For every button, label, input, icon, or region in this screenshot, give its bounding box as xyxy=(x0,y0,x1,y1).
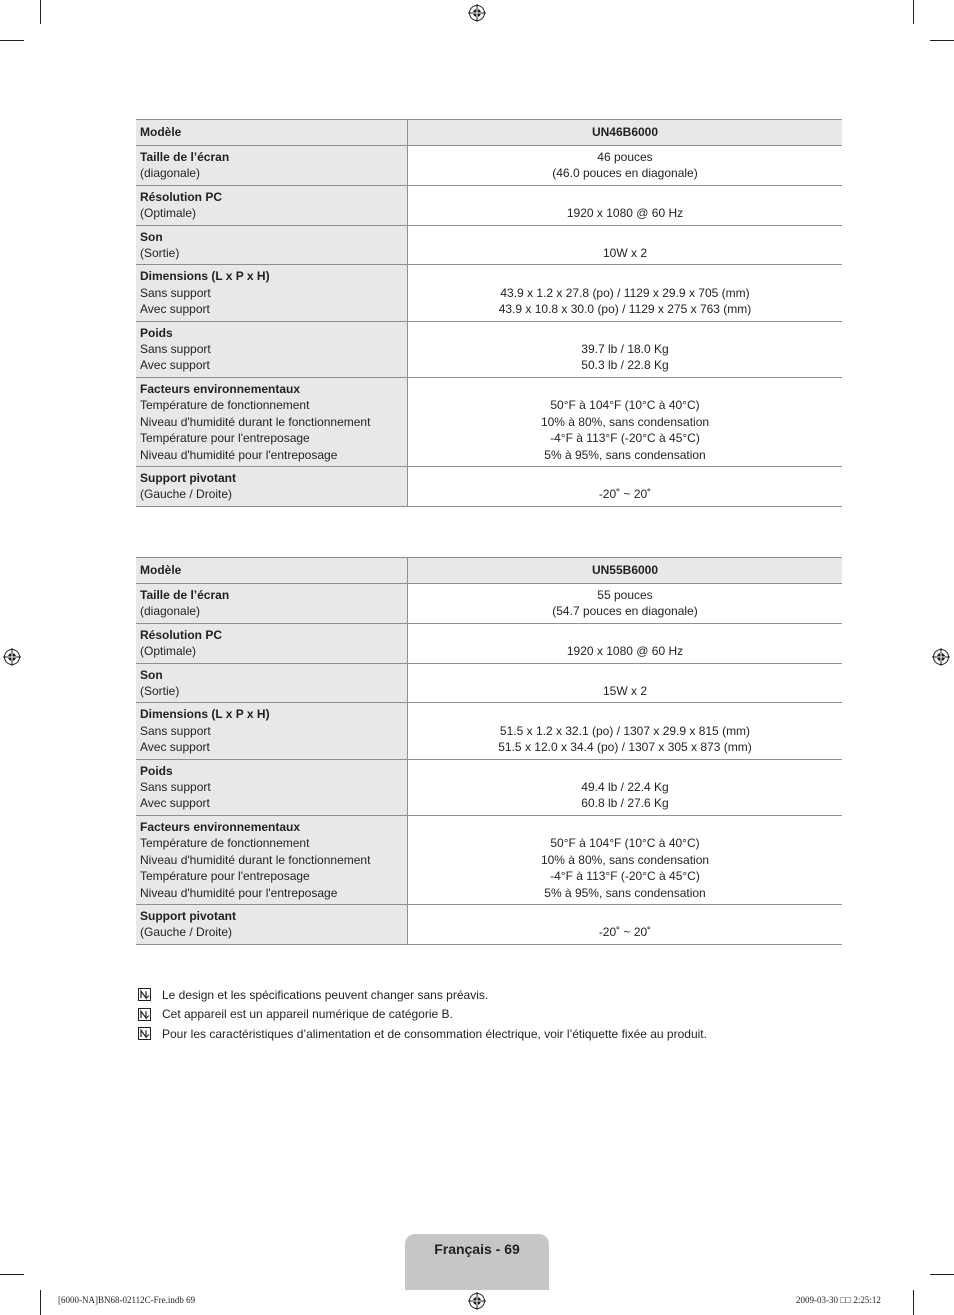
crop-mark xyxy=(0,40,24,41)
note-icon xyxy=(138,988,151,1001)
value-line: -20˚ ~ 20˚ xyxy=(598,487,652,502)
crop-mark xyxy=(40,1290,41,1315)
row-value xyxy=(408,377,843,466)
value-line xyxy=(412,763,838,779)
row-sub: Sans support xyxy=(140,780,211,795)
table-header-row xyxy=(136,558,842,584)
row-sub: (Gauche / Droite) xyxy=(140,925,233,940)
value-line xyxy=(412,470,838,486)
row-value xyxy=(408,466,843,506)
table-row xyxy=(136,663,842,703)
table-row xyxy=(136,759,842,815)
row-title: Poids xyxy=(140,325,173,340)
value-line xyxy=(412,189,838,205)
table-row xyxy=(136,146,842,186)
value-line: 50.3 lb / 22.8 Kg xyxy=(581,358,669,373)
row-sub: Avec support xyxy=(140,302,210,317)
row-value xyxy=(408,815,843,904)
value-line: 50°F à 104°F (10°C à 40°C) xyxy=(550,398,700,413)
registration-mark-icon xyxy=(468,4,486,22)
row-title: Dimensions (L x P x H) xyxy=(140,707,270,722)
row-sub: (Gauche / Droite) xyxy=(140,487,233,502)
table-row xyxy=(136,225,842,265)
row-value xyxy=(408,146,843,186)
row-sub: Sans support xyxy=(140,342,211,357)
row-value xyxy=(408,185,843,225)
row-label xyxy=(136,623,408,663)
row-title: Facteurs environnementaux xyxy=(140,381,301,396)
crop-mark xyxy=(40,0,41,24)
row-sub: Niveau d'humidité pour l'entreposage xyxy=(140,885,338,900)
value-line: 10% à 80%, sans condensation xyxy=(540,852,710,867)
crop-mark xyxy=(930,1274,954,1275)
value-line: -4°F à 113°F (-20°C à 45°C) xyxy=(550,431,700,446)
table-row xyxy=(136,185,842,225)
row-label xyxy=(136,185,408,225)
value-line: 15W x 2 xyxy=(602,684,647,699)
row-title: Taille de l’écran xyxy=(140,588,230,602)
value-line: 55 pouces xyxy=(597,588,653,602)
row-title: Taille de l’écran xyxy=(140,150,230,164)
value-line: 49.4 lb / 22.4 Kg xyxy=(581,780,669,795)
registration-mark-icon xyxy=(932,648,950,666)
row-title: Facteurs environnementaux xyxy=(140,819,301,834)
spec-table-un55b6000 xyxy=(136,557,842,945)
value-line xyxy=(412,229,838,245)
model-label: Modèle xyxy=(136,120,408,146)
registration-mark-icon xyxy=(468,1292,486,1310)
row-title: Résolution PC xyxy=(140,627,223,642)
row-value xyxy=(408,265,843,321)
row-label xyxy=(136,815,408,904)
note-text: Cet appareil est un appareil numérique de catégorie B. xyxy=(162,1007,453,1022)
row-label xyxy=(136,759,408,815)
row-title: Dimensions (L x P x H) xyxy=(140,269,270,284)
row-title: Support pivotant xyxy=(140,908,236,923)
value-line: 1920 x 1080 @ 60 Hz xyxy=(566,206,684,221)
row-sub: Avec support xyxy=(140,740,210,755)
row-value xyxy=(408,584,843,624)
table-row xyxy=(136,265,842,321)
row-value xyxy=(408,904,843,944)
note-text: Le design et les spécifications peuvent changer sans préavis. xyxy=(162,987,489,1002)
note-item xyxy=(136,1005,707,1025)
note-item xyxy=(136,1024,707,1044)
note-item xyxy=(136,985,707,1005)
note-icon xyxy=(138,1027,151,1040)
value-line xyxy=(412,325,838,341)
table-row xyxy=(136,466,842,506)
row-label xyxy=(136,663,408,703)
row-sub: Avec support xyxy=(140,358,210,373)
row-value xyxy=(408,759,843,815)
row-value xyxy=(408,623,843,663)
row-sub: Température de fonctionnement xyxy=(140,398,310,413)
row-sub: Sans support xyxy=(140,285,211,300)
value-line xyxy=(412,381,838,397)
row-title: Son xyxy=(140,229,163,244)
row-label xyxy=(136,703,408,759)
value-line: 5% à 95%, sans condensation xyxy=(544,447,706,462)
value-line: 51.5 x 1.2 x 32.1 (po) / 1307 x 29.9 x 815 (mm) xyxy=(499,723,751,738)
row-sub: Niveau d'humidité pour l'entreposage xyxy=(140,447,338,462)
value-line xyxy=(412,627,838,643)
value-line: -20˚ ~ 20˚ xyxy=(598,925,652,940)
row-label xyxy=(136,146,408,186)
note-text: Pour les caractéristiques d’alimentation et de consommation électrique, voir l’étiquette fixée au produit. xyxy=(162,1026,707,1041)
row-value xyxy=(408,225,843,265)
row-label xyxy=(136,466,408,506)
table-row xyxy=(136,377,842,466)
crop-mark xyxy=(913,0,914,24)
row-sub: Niveau d'humidité durant le fonctionnement xyxy=(140,414,371,429)
notes-list xyxy=(136,985,707,1044)
value-line: 43.9 x 10.8 x 30.0 (po) / 1129 x 275 x 763 (mm) xyxy=(498,302,752,317)
value-line: 39.7 lb / 18.0 Kg xyxy=(581,342,669,357)
row-title: Support pivotant xyxy=(140,470,236,485)
value-line: -4°F à 113°F (-20°C à 45°C) xyxy=(550,869,700,884)
row-sub: Température de fonctionnement xyxy=(140,836,310,851)
row-sub: (Optimale) xyxy=(140,206,197,221)
table-row xyxy=(136,904,842,944)
row-sub: (Sortie) xyxy=(140,684,180,699)
row-title: Poids xyxy=(140,763,173,778)
row-sub: (diagonale) xyxy=(140,166,201,181)
value-line: 5% à 95%, sans condensation xyxy=(544,885,706,900)
value-line: 10% à 80%, sans condensation xyxy=(540,414,710,429)
model-value: UN55B6000 xyxy=(408,558,843,584)
table-header-row xyxy=(136,120,842,146)
model-value: UN46B6000 xyxy=(408,120,843,146)
slug-right: 2009-03-30 □□ 2:25:12 xyxy=(796,1295,881,1305)
table-row xyxy=(136,703,842,759)
value-line: 10W x 2 xyxy=(602,246,647,261)
value-line xyxy=(412,268,838,284)
row-title: Son xyxy=(140,667,163,682)
row-sub: (Sortie) xyxy=(140,246,180,261)
value-line xyxy=(412,706,838,722)
row-value xyxy=(408,321,843,377)
page-number: Français - 69 xyxy=(434,1241,520,1257)
row-label xyxy=(136,265,408,321)
row-value xyxy=(408,703,843,759)
table-row xyxy=(136,321,842,377)
value-line: 60.8 lb / 27.6 Kg xyxy=(581,796,669,811)
value-line: 1920 x 1080 @ 60 Hz xyxy=(566,644,684,659)
value-line: 46 pouces xyxy=(597,150,653,164)
value-line xyxy=(412,667,838,683)
value-line xyxy=(412,908,838,924)
spec-table-un46b6000 xyxy=(136,119,842,507)
value-line xyxy=(412,819,838,835)
row-label xyxy=(136,584,408,624)
value-line: 43.9 x 1.2 x 27.8 (po) / 1129 x 29.9 x 705 (mm) xyxy=(500,285,750,300)
value-line: (54.7 pouces en diagonale) xyxy=(552,604,698,619)
model-label: Modèle xyxy=(136,558,408,584)
slug-left: [6000-NA]BN68-02112C-Fre.indb 69 xyxy=(58,1295,196,1305)
crop-mark xyxy=(930,40,954,41)
row-sub: Température pour l'entreposage xyxy=(140,431,310,446)
row-label xyxy=(136,904,408,944)
table-row xyxy=(136,623,842,663)
row-label xyxy=(136,377,408,466)
row-sub: (Optimale) xyxy=(140,644,197,659)
value-line: (46.0 pouces en diagonale) xyxy=(552,166,698,181)
row-sub: Avec support xyxy=(140,796,210,811)
row-sub: Niveau d'humidité durant le fonctionnement xyxy=(140,852,371,867)
row-sub: (diagonale) xyxy=(140,604,201,619)
crop-mark xyxy=(0,1274,24,1275)
row-value xyxy=(408,663,843,703)
value-line: 50°F à 104°F (10°C à 40°C) xyxy=(550,836,700,851)
row-sub: Sans support xyxy=(140,723,211,738)
registration-mark-icon xyxy=(3,648,21,666)
row-sub: Température pour l'entreposage xyxy=(140,869,310,884)
row-label xyxy=(136,321,408,377)
table-row xyxy=(136,815,842,904)
row-title: Résolution PC xyxy=(140,189,223,204)
value-line: 51.5 x 12.0 x 34.4 (po) / 1307 x 305 x 873 (mm) xyxy=(498,740,752,755)
row-label xyxy=(136,225,408,265)
note-icon xyxy=(138,1008,151,1021)
crop-mark xyxy=(913,1290,914,1315)
table-row xyxy=(136,584,842,624)
